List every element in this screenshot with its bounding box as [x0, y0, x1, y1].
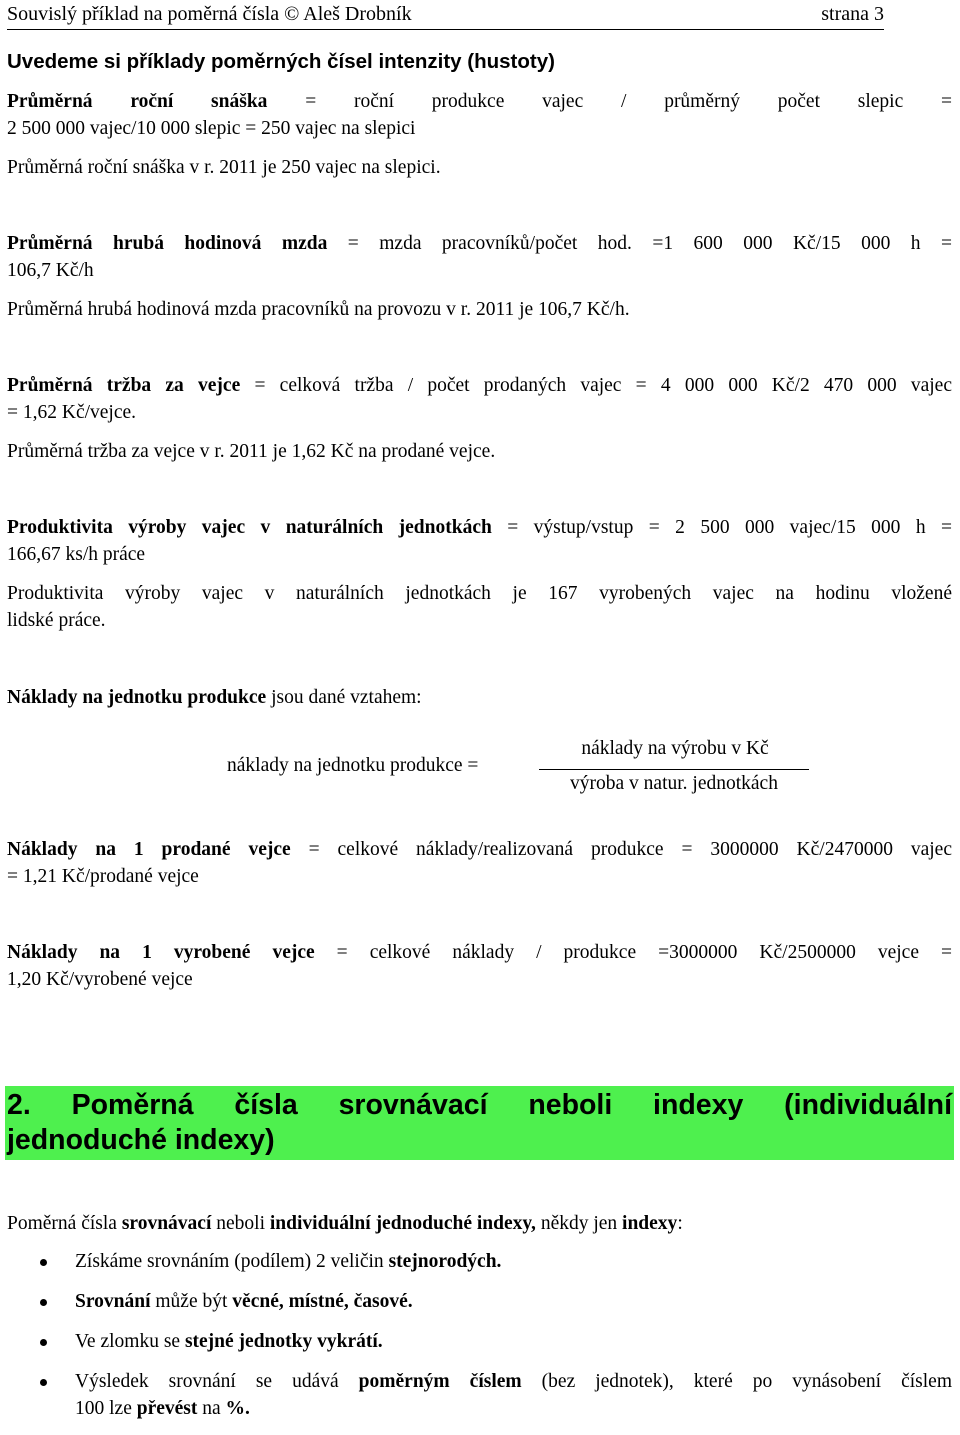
index-properties-list [7, 1248, 952, 1435]
formula-left-side: náklady na jednotku produkce = [227, 755, 479, 776]
paragraph-indexes-intro: Poměrná čísla srovnávací neboli individuální jednoduché indexy, někdy jen indexy: [7, 1213, 683, 1234]
list-item: Výsledek srovnání se udává poměrným číslem (bez jednotek), které po vynásobení číslem 100 lze převést na %. [7, 1368, 952, 1422]
paragraph-productivity-conclusion: Produktivita výroby vajec v naturálních jednotkách je 167 vyrobených vajec na hodinu vložené lidské práce. [7, 583, 952, 631]
header-title: Souvislý příklad na poměrná čísla © Aleš Drobník [7, 3, 412, 25]
list-item: Získáme srovnáním (podílem) 2 veličin stejnorodých. [7, 1248, 952, 1275]
section-2-heading: 2. Poměrná čísla srovnávací neboli indexy (individuální jednoduché indexy) [5, 1086, 954, 1160]
paragraph-average-yield-conclusion: Průměrná roční snáška v r. 2011 je 250 vajec na slepici. [7, 157, 441, 178]
paragraph-unit-cost-intro: Náklady na jednotku produkce jsou dané vztahem: [7, 687, 422, 708]
unit-cost-formula [227, 738, 807, 802]
paragraph-productivity: Produktivita výroby vajec v naturálních jednotkách = výstup/vstup = 2 500 000 vajec/15 000 h = 166,67 ks/h práce [7, 517, 952, 565]
paragraph-hourly-wage: Průměrná hrubá hodinová mzda = mzda pracovníků/počet hod. =1 600 000 Kč/15 000 h = 106,7 Kč/h [7, 233, 952, 281]
paragraph-hourly-wage-conclusion: Průměrná hrubá hodinová mzda pracovníků na provozu v r. 2011 je 106,7 Kč/h. [7, 299, 630, 320]
bullet-icon [40, 1299, 47, 1306]
formula-denominator: výroba v natur. jednotkách [570, 773, 778, 794]
paragraph-cost-per-produced-egg: Náklady na 1 vyrobené vejce = celkové náklady / produkce =3000000 Kč/2500000 vejce = 1,20 Kč/vyrobené vejce [7, 942, 952, 990]
paragraph-average-yield: Průměrná roční snáška = roční produkce vajec / průměrný počet slepic = 2 500 000 vajec/10 000 slepic = 250 vajec na slepici [7, 91, 953, 139]
section-intensity-title: Uvedeme si příklady poměrných čísel intenzity (hustoty) [7, 50, 555, 73]
page-header [7, 0, 884, 30]
formula-numerator: náklady na výrobu v Kč [581, 738, 769, 759]
bullet-icon [40, 1259, 47, 1266]
list-item: Ve zlomku se stejné jednotky vykrátí. [7, 1328, 952, 1355]
fraction-bar [539, 769, 809, 770]
paragraph-cost-per-sold-egg: Náklady na 1 prodané vejce = celkové náklady/realizovaná produkce = 3000000 Kč/2470000 vajec = 1,21 Kč/prodané vejce [7, 839, 952, 887]
bullet-icon [40, 1379, 47, 1386]
list-item: Srovnání může být věcné, místné, časové. [7, 1288, 952, 1315]
page-number: strana 3 [821, 3, 884, 25]
bullet-icon [40, 1339, 47, 1346]
paragraph-revenue-per-egg: Průměrná tržba za vejce = celková tržba / počet prodaných vajec = 4 000 000 Kč/2 470 000 vajec = 1,62 Kč/vejce. [7, 375, 952, 423]
paragraph-revenue-conclusion: Průměrná tržba za vejce v r. 2011 je 1,62 Kč na prodané vejce. [7, 441, 496, 462]
